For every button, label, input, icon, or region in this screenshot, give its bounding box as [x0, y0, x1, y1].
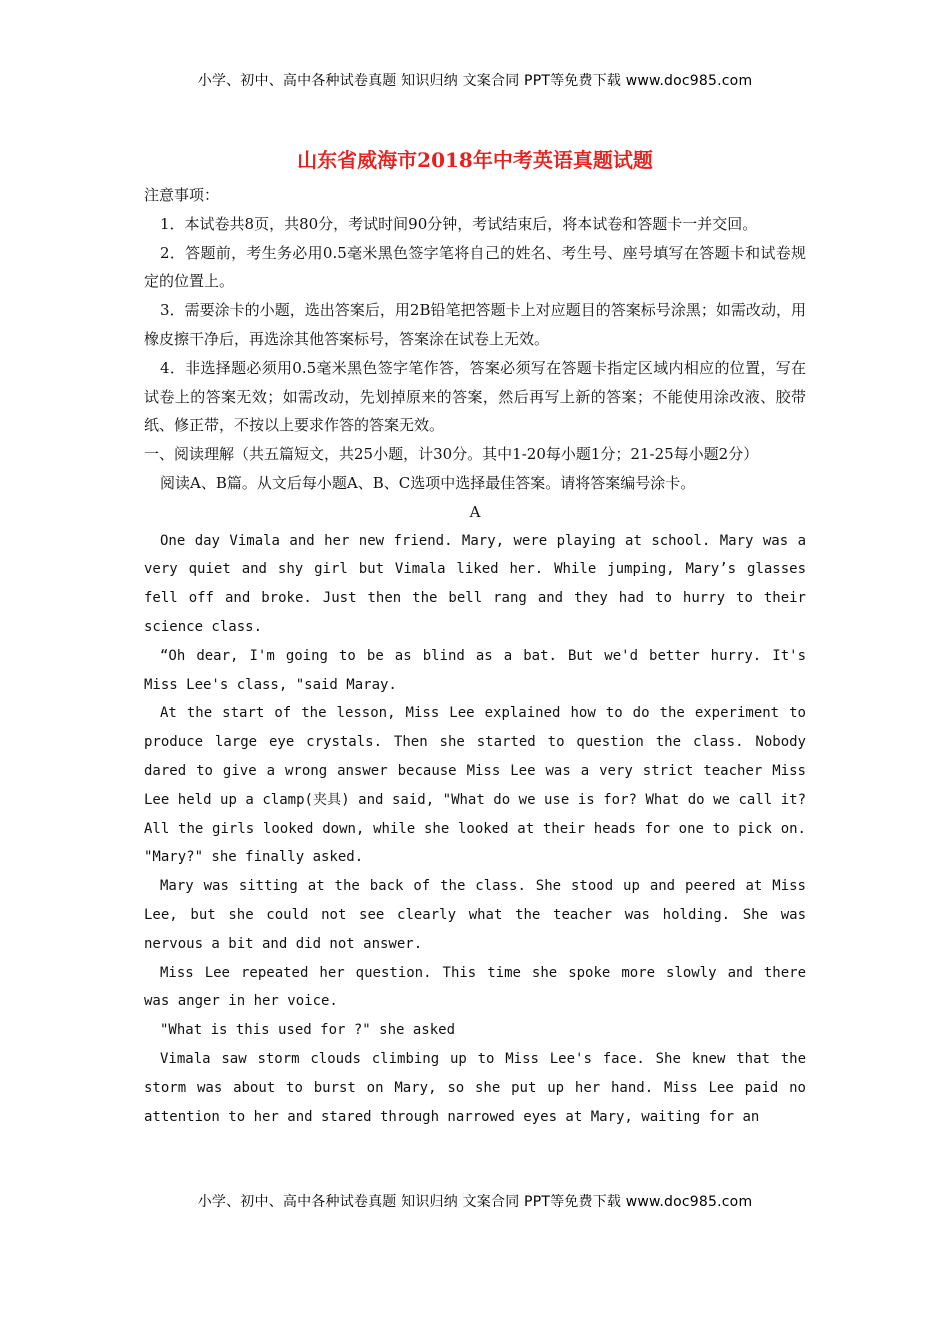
passage-paragraph: Mary was sitting at the back of the class. She stood up and peered at Miss Lee, but she could not see clearly what the teacher was holding. She was nervous a bit and did not answer.: [144, 878, 806, 952]
note-item-3: 3．需要涂卡的小题，选出答案后，用2B铅笔把答题卡上对应题目的答案标号涂黑；如需改动，用橡皮擦干净后，再选涂其他答案标号，答案涂在试卷上无效。: [144, 301, 806, 348]
note-item-2: 2．答题前，考生务必用0.5毫米黑色签字笔将自己的姓名、考生号、座号填写在答题卡和试卷规定的位置上。: [144, 243, 806, 291]
note-item-1: 1．本试卷共8页，共80分，考试时间90分钟，考试结束后，将本试卷和答题卡一并交回。: [160, 214, 758, 233]
page-title: 山东省威海市2018年中考英语真题试题: [297, 148, 653, 172]
passage-paragraph: “Oh dear, I'm going to be as blind as a bat. But we'd better hurry. It's Miss Lee's class, "said Maray.: [144, 647, 806, 693]
passage-paragraph: "What is this used for ?" she asked: [160, 1022, 456, 1039]
passage-paragraph: Vimala saw storm clouds climbing up to Miss Lee's face. She knew that the storm was about to burst on Mary, so she put up her hand. Miss Lee paid no attention to her and stared through narrowed eyes at Mary, waiting for an: [144, 1050, 806, 1125]
notes-heading: 注意事项：: [144, 186, 220, 204]
section-heading: 一、阅读理解（共五篇短文，共25小题，计30分。其中1-20每小题1分；21-25每小题2分）: [144, 445, 759, 464]
passage-paragraph: Miss Lee repeated her question. This time she spoke more slowly and there was anger in her voice.: [144, 964, 806, 1010]
document-body: [144, 181, 806, 1131]
page-header: 小学、初中、高中各种试卷真题 知识归纳 文案合同 PPT等免费下载 www.doc985.com: [197, 73, 753, 89]
passage-paragraph: At the start of the lesson, Miss Lee explained how to do the experiment to produce large eye crystals. Then she started to question the class. Nobody dared to give a wrong answer because Miss Lee was a very strict teacher Miss Lee held up a clamp(夹具) and said, "What do we use is for? What do we call it? All the girls looked down, while she looked at their heads for one to pick on. "Mary?" she finally asked.: [144, 705, 806, 866]
page-footer: 小学、初中、高中各种试卷真题 知识归纳 文案合同 PPT等免费下载 www.doc985.com: [197, 1194, 753, 1210]
passage-label: A: [469, 502, 481, 521]
section-instruction: 阅读A、B篇。从文后每小题A、B、C选项中选择最佳答案。请将答案编号涂卡。: [160, 473, 696, 492]
note-item-4: 4．非选择题必须用0.5毫米黑色签字笔作答，答案必须写在答题卡指定区域内相应的位置，写在试卷上的答案无效；如需改动，先划掉原来的答案，然后再写上新的答案；不能使用涂改液、胶带纸、修正带，不按以上要求作答的答案无效。: [144, 358, 806, 435]
passage-paragraph: One day Vimala and her new friend. Mary, were playing at school. Mary was a very quiet and shy girl but Vimala liked her. While jumping, Mary’s glasses fell off and broke. Just then the bell rang and they had to hurry to their science class.: [144, 532, 806, 635]
